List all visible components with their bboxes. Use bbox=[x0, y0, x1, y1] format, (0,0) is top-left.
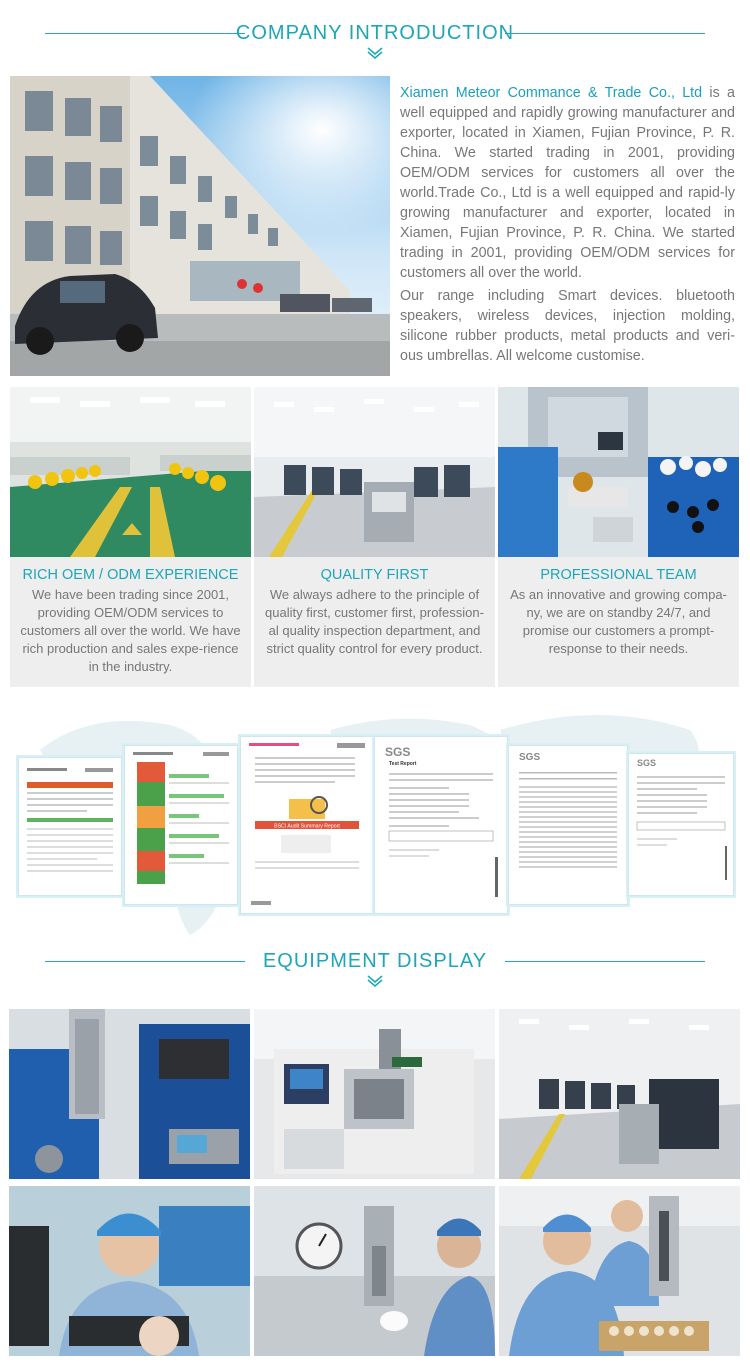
equipment-photo-pressure-testing bbox=[254, 1186, 495, 1356]
section-title: COMPANY INTRODUCTION bbox=[235, 22, 515, 44]
test-report-label: Test Report bbox=[389, 761, 417, 767]
feature-title: QUALITY FIRST bbox=[320, 567, 429, 583]
feature-card-quality bbox=[254, 387, 495, 687]
production-line-photo bbox=[254, 387, 495, 557]
intro-paragraph-1-text: is a well equipped and rapidly growing manufacturer and exporter, located in Xiamen, Fujian Province, P. R. China. We started trading in 2001, providing OEM/ODM services for customers all over the world.Trade Co., Ltd is a well equipped and rapid-ly growing manufacturer and exporter, located in Xiamen, Fujian Province, P. R. China. We started trading in 2001, providing OEM/ODM services for customers all over the world. bbox=[400, 85, 735, 281]
chevron-down-icon bbox=[366, 46, 384, 60]
sgs-logo: SGS bbox=[637, 758, 657, 768]
equipment-photo-worker-inspection bbox=[9, 1186, 250, 1356]
certificate-doc-2 bbox=[124, 745, 238, 905]
intro-paragraph-1 bbox=[400, 83, 735, 283]
sgs-logo: SGS bbox=[519, 752, 541, 763]
feature-title: RICH OEM / ODM EXPERIENCE bbox=[22, 567, 239, 583]
company-name: Xiamen Meteor Commance & Trade Co., Ltd bbox=[400, 85, 703, 101]
sgs-test-report-2 bbox=[508, 745, 628, 905]
sgs-test-report-1 bbox=[374, 736, 508, 914]
certificate-doc-1 bbox=[18, 757, 122, 896]
sgs-test-report-3 bbox=[628, 753, 734, 896]
feature-title: PROFESSIONAL TEAM bbox=[540, 567, 697, 583]
equipment-photo-assembly-workers bbox=[499, 1186, 740, 1356]
feature-body: As an innovative and growing compa-ny, we are on standby 24/7, and promise our customers a prompt-response to their needs. bbox=[510, 587, 727, 656]
feature-body: We always adhere to the principle of quality first, customer first, profession-al quality inspection department, and strict quality control for every product. bbox=[265, 587, 484, 656]
bsci-audit-report bbox=[240, 736, 374, 914]
factory-workers-photo bbox=[10, 387, 251, 557]
company-intro-header bbox=[0, 22, 750, 62]
intro-paragraph-2: Our range including Smart devices. bluetooth speakers, wireless devices, injection molding, silicone rubber products, metal products and veri-ous umbrellas. All welcome customise. bbox=[400, 288, 735, 364]
bsci-report-title: BSCI Audit Summary Report bbox=[274, 823, 340, 830]
feature-card-oem bbox=[10, 387, 251, 687]
equipment-photo-cnc-lathe bbox=[254, 1009, 495, 1179]
assembly-machine-photo bbox=[498, 387, 739, 557]
feature-card-team bbox=[498, 387, 739, 687]
equipment-photo-workshop-lines bbox=[499, 1009, 740, 1179]
chevron-down-icon bbox=[366, 974, 384, 988]
company-building-photo bbox=[10, 76, 390, 376]
equipment-photo-vacuum-machine bbox=[9, 1009, 250, 1179]
equipment-display-header bbox=[0, 950, 750, 990]
feature-body: We have been trading since 2001, providing OEM/ODM services to customers all over the world. We have rich production and sales expe-rience in the industry. bbox=[20, 587, 241, 674]
sgs-logo: SGS bbox=[385, 745, 411, 759]
company-intro-text bbox=[400, 83, 735, 366]
section-title: EQUIPMENT DISPLAY bbox=[262, 950, 488, 972]
